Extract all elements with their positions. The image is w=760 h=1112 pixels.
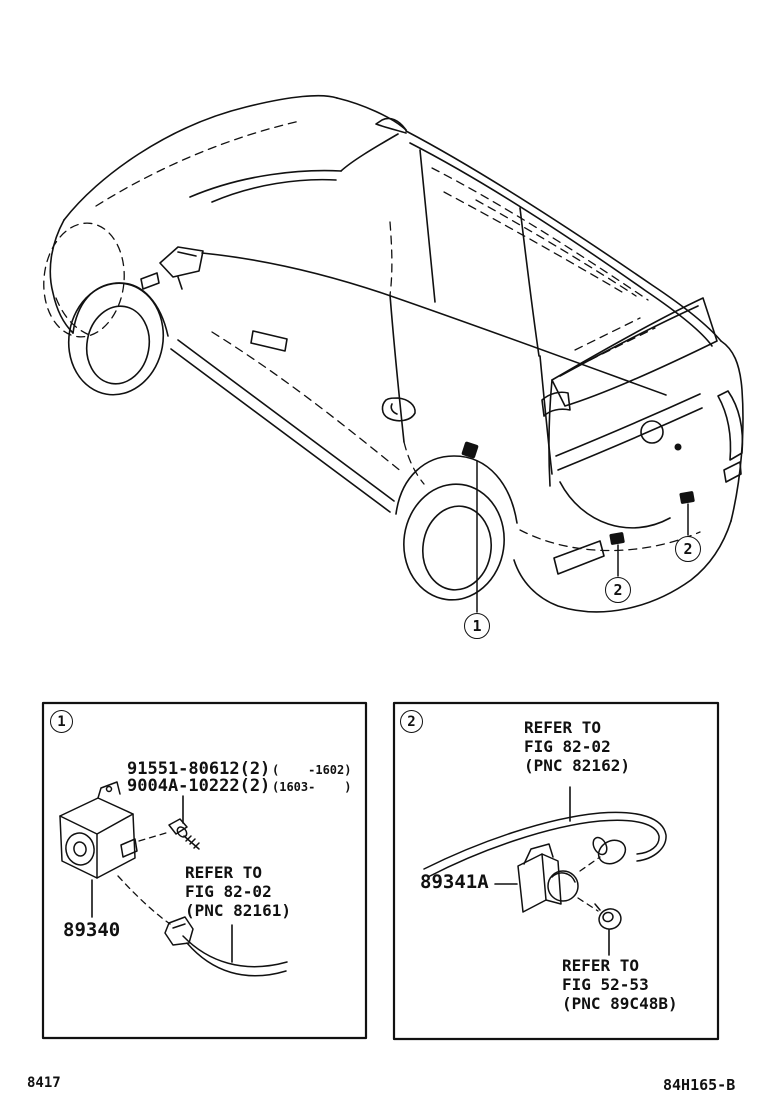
figure-code: 84H165-B — [663, 1076, 736, 1094]
callout-1-number: 1 — [472, 617, 482, 635]
sensor-2a-marker — [609, 532, 625, 545]
buzzer-drawing — [60, 782, 137, 878]
sensor-bracket-drawing — [518, 844, 578, 912]
box2-refer-bottom-line3: (PNC 89C48B) — [562, 994, 678, 1013]
box2-refer-top-note — [524, 718, 630, 775]
front-wheel — [60, 276, 172, 403]
part-number-91551: 91551-80612(2) — [127, 759, 271, 779]
grommet-drawing — [595, 904, 623, 932]
callout-1-balloon — [464, 613, 490, 639]
box2-refer-bottom-line1: REFER TO — [562, 956, 640, 975]
callout-2b-number: 2 — [683, 540, 693, 558]
box2-refer-bottom-line2: FIG 52-53 — [562, 975, 649, 994]
connector-wire-drawing — [165, 917, 287, 976]
figure-number: 8417 — [27, 1075, 61, 1091]
box1-refer-line3: (PNC 82161) — [185, 901, 291, 920]
bolt-drawing — [169, 819, 199, 849]
part-number-9004A: 9004A-10222(2) — [127, 776, 271, 796]
box1-dashed-links — [118, 833, 170, 924]
detail-box-1-badge — [50, 710, 73, 733]
detail-box-2-badge — [400, 710, 423, 733]
box2-refer-top-line3: (PNC 82162) — [524, 756, 630, 775]
box2-dashed-links — [578, 857, 600, 911]
part-number-91551-range: ( -1602) — [272, 763, 352, 777]
part-label-89341A: 89341A — [420, 871, 489, 893]
detail-box-2-badge-number: 2 — [407, 713, 416, 730]
box1-refer-note — [185, 863, 291, 920]
box2-refer-bottom-note — [562, 956, 678, 1013]
part-label-89340: 89340 — [63, 919, 121, 941]
box1-refer-line2: FIG 82-02 — [185, 882, 272, 901]
callout-2a-number: 2 — [613, 581, 623, 599]
callout-markers — [461, 441, 695, 612]
callout-2a-balloon — [605, 577, 631, 603]
box1-refer-line1: REFER TO — [185, 863, 263, 882]
callout-2b-balloon — [675, 536, 701, 562]
rear-wheel — [396, 478, 511, 607]
sensor-2b-marker — [679, 491, 695, 504]
part-number-9004A-range: (1603- ) — [272, 780, 352, 794]
box2-refer-top-line2: FIG 82-02 — [524, 737, 611, 756]
box2-refer-top-line1: REFER TO — [524, 718, 602, 737]
vehicle-line-art — [38, 96, 743, 612]
detail-box-1-badge-number: 1 — [57, 713, 66, 730]
hidden-line-dashes — [38, 121, 700, 551]
